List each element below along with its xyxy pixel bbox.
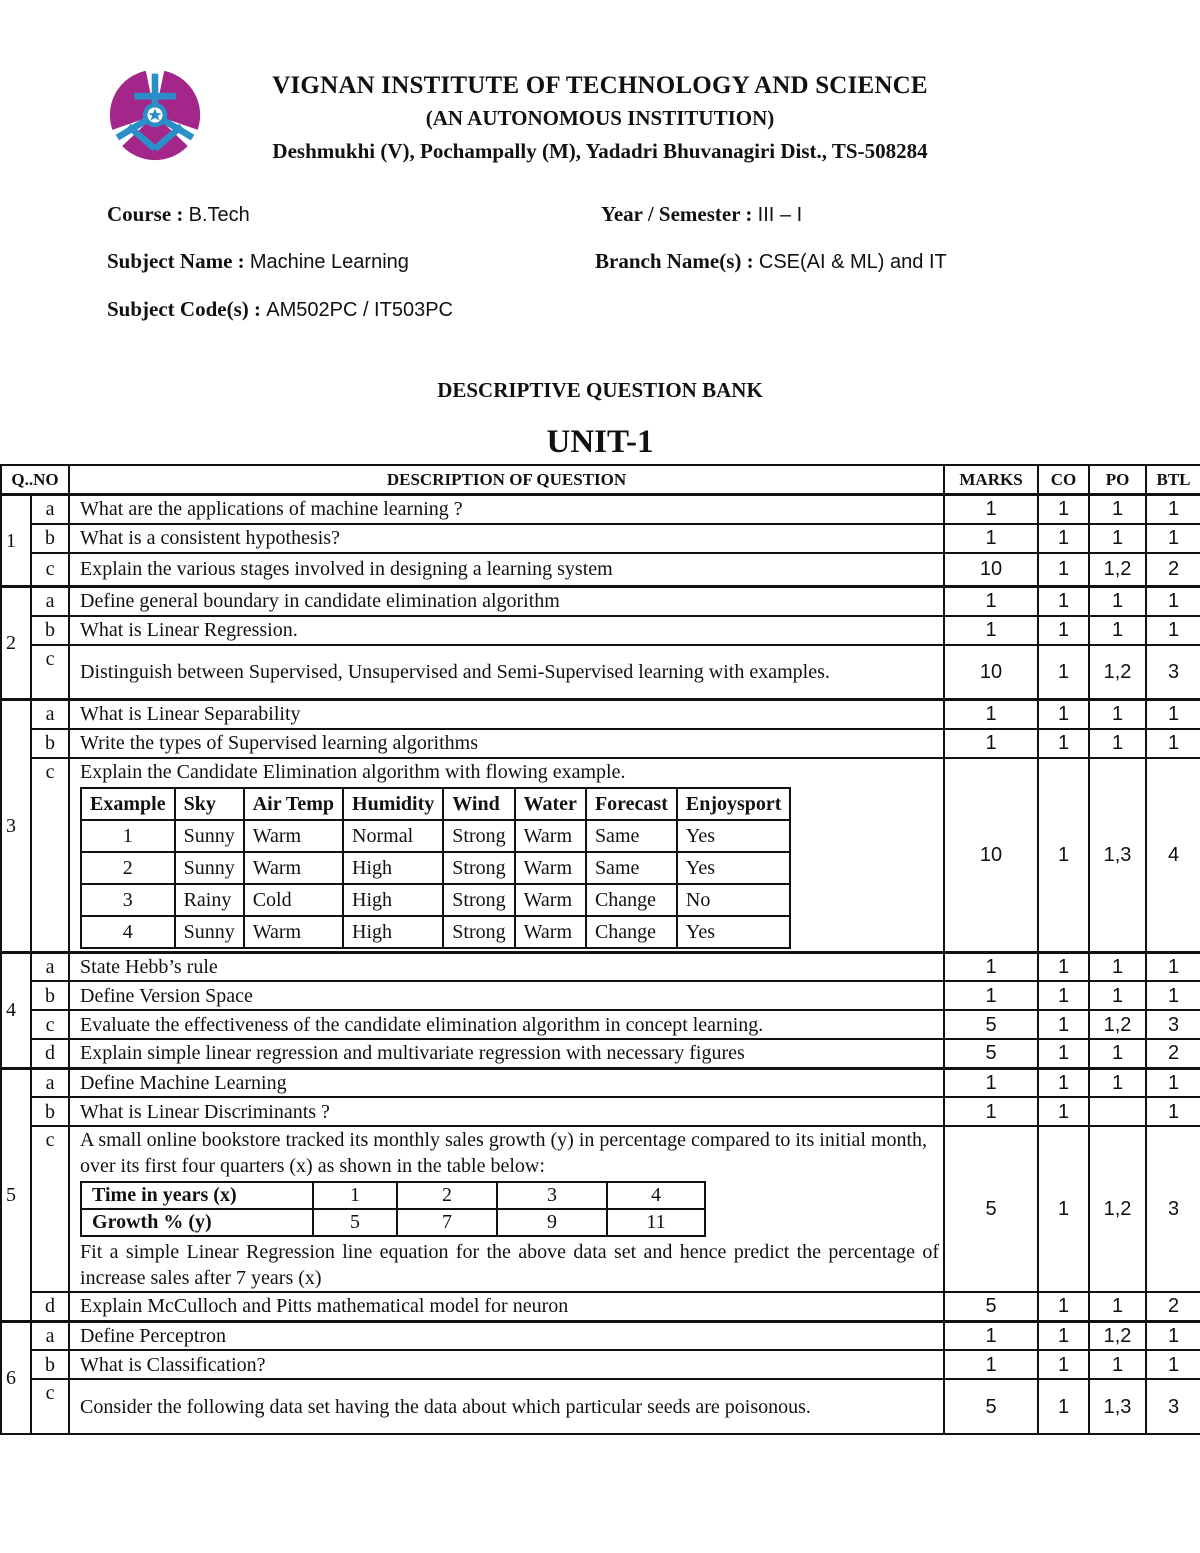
co: 1	[1038, 1010, 1089, 1039]
btl: 3	[1146, 1379, 1200, 1434]
example-header-row	[81, 788, 790, 820]
sub-label: b	[31, 1097, 69, 1126]
sub-label: a	[31, 700, 69, 729]
table-row	[1, 1068, 1200, 1097]
example-cell: Warm	[244, 916, 343, 948]
branch-label: Branch Name(s) :	[595, 249, 754, 273]
po: 1	[1089, 616, 1146, 645]
co: 1	[1038, 729, 1089, 758]
subject-field	[107, 249, 409, 274]
sub-label: c	[31, 1126, 69, 1292]
question-text: Define Machine Learning	[69, 1068, 944, 1097]
co: 1	[1038, 1068, 1089, 1097]
co: 1	[1038, 1321, 1089, 1350]
example-cell: High	[343, 916, 443, 948]
example-cell: 2	[81, 852, 175, 884]
example-header-cell: Wind	[443, 788, 514, 820]
btl: 3	[1146, 1010, 1200, 1039]
sub-label: c	[31, 553, 69, 587]
co: 1	[1038, 616, 1089, 645]
sub-label: c	[31, 645, 69, 700]
year-label: Year / Semester :	[601, 202, 753, 226]
document-title: DESCRIPTIVE QUESTION BANK	[437, 378, 763, 402]
example-cell: Yes	[677, 820, 791, 852]
question-cell	[69, 1126, 944, 1292]
header-po: PO	[1089, 465, 1146, 495]
question-bank-table	[0, 464, 1200, 1435]
po: 1,2	[1089, 1321, 1146, 1350]
marks: 1	[944, 700, 1038, 729]
marks: 10	[944, 553, 1038, 587]
code-field	[107, 297, 453, 322]
growth-row-x	[81, 1182, 705, 1209]
example-cell: Warm	[244, 852, 343, 884]
po: 1	[1089, 981, 1146, 1010]
example-cell: Warm	[515, 916, 586, 948]
question-number: 3	[1, 700, 31, 953]
btl: 1	[1146, 495, 1200, 524]
question-text: Write the types of Supervised learning algorithms	[69, 729, 944, 758]
btl: 1	[1146, 524, 1200, 553]
po: 1,2	[1089, 553, 1146, 587]
example-cell: Yes	[677, 916, 791, 948]
growth-cell: 5	[313, 1209, 397, 1236]
question-text: Explain the various stages involved in designing a learning system	[69, 553, 944, 587]
marks: 1	[944, 1321, 1038, 1350]
po: 1,2	[1089, 645, 1146, 700]
institute-header	[240, 72, 960, 164]
co: 1	[1038, 1350, 1089, 1379]
question-cell	[69, 758, 944, 953]
question-text: State Hebb’s rule	[69, 952, 944, 981]
institute-name: VIGNAN INSTITUTE OF TECHNOLOGY AND SCIENCE	[272, 72, 928, 99]
example-table	[80, 787, 791, 949]
sub-label: a	[31, 587, 69, 616]
example-header-cell: Forecast	[586, 788, 677, 820]
example-cell: Strong	[443, 916, 514, 948]
code-label: Subject Code(s) :	[107, 297, 261, 321]
question-number: 6	[1, 1321, 31, 1434]
header-marks: MARKS	[944, 465, 1038, 495]
marks: 1	[944, 616, 1038, 645]
header-co: CO	[1038, 465, 1089, 495]
example-header-cell: Humidity	[343, 788, 443, 820]
co: 1	[1038, 1379, 1089, 1434]
btl: 1	[1146, 1350, 1200, 1379]
co: 1	[1038, 1097, 1089, 1126]
table-row	[1, 495, 1200, 524]
question-text: Define Version Space	[69, 981, 944, 1010]
institute-address: Deshmukhi (V), Pochampally (M), Yadadri Bhuvanagiri Dist., TS-508284	[272, 139, 928, 163]
table-row	[1, 524, 1200, 553]
table-row	[1, 1126, 1200, 1292]
example-cell: Sunny	[175, 916, 244, 948]
sub-label: c	[31, 758, 69, 953]
po: 1,2	[1089, 1010, 1146, 1039]
branch-field	[595, 249, 947, 274]
example-cell: Change	[586, 884, 677, 916]
question-number: 4	[1, 952, 31, 1068]
marks: 1	[944, 495, 1038, 524]
sub-label: b	[31, 1350, 69, 1379]
co: 1	[1038, 700, 1089, 729]
example-cell: Rainy	[175, 884, 244, 916]
question-text: Distinguish between Supervised, Unsupervised and Semi-Supervised learning with examples.	[69, 645, 944, 700]
sub-label: a	[31, 952, 69, 981]
co: 1	[1038, 495, 1089, 524]
question-text: What is Linear Discriminants ?	[69, 1097, 944, 1126]
example-cell: Strong	[443, 820, 514, 852]
marks: 5	[944, 1126, 1038, 1292]
growth-cell: 4	[607, 1182, 705, 1209]
po: 1,3	[1089, 758, 1146, 953]
co: 1	[1038, 981, 1089, 1010]
example-row	[81, 916, 790, 948]
year-value: III – I	[757, 204, 803, 226]
table-row	[1, 553, 1200, 587]
example-row	[81, 852, 790, 884]
question-text: What are the applications of machine learning ?	[69, 495, 944, 524]
sub-label: d	[31, 1292, 69, 1321]
marks: 5	[944, 1379, 1038, 1434]
sub-label: a	[31, 1321, 69, 1350]
code-value: AM502PC / IT503PC	[266, 299, 453, 321]
btl: 1	[1146, 1097, 1200, 1126]
example-cell: Warm	[515, 852, 586, 884]
sub-label: b	[31, 616, 69, 645]
table-row	[1, 952, 1200, 981]
sub-label: c	[31, 1379, 69, 1434]
growth-cell: 1	[313, 1182, 397, 1209]
question-text: What is Classification?	[69, 1350, 944, 1379]
btl: 1	[1146, 1068, 1200, 1097]
sub-label: b	[31, 729, 69, 758]
example-header-cell: Sky	[175, 788, 244, 820]
co: 1	[1038, 645, 1089, 700]
po: 1	[1089, 952, 1146, 981]
question-text: What is Linear Separability	[69, 700, 944, 729]
growth-cell: 3	[497, 1182, 607, 1209]
growth-cell: Time in years (x)	[81, 1182, 313, 1209]
co: 1	[1038, 587, 1089, 616]
growth-cell: 9	[497, 1209, 607, 1236]
sub-label: b	[31, 981, 69, 1010]
course-label: Course :	[107, 202, 184, 226]
example-cell: Cold	[244, 884, 343, 916]
growth-cell: 2	[397, 1182, 497, 1209]
table-row	[1, 700, 1200, 729]
growth-row-y	[81, 1209, 705, 1236]
po	[1089, 1097, 1146, 1126]
example-cell: No	[677, 884, 791, 916]
po: 1,2	[1089, 1126, 1146, 1292]
po: 1	[1089, 495, 1146, 524]
table-row	[1, 758, 1200, 953]
table-row	[1, 1039, 1200, 1068]
question-text: Define general boundary in candidate elimination algorithm	[69, 587, 944, 616]
table-header-row	[1, 465, 1200, 495]
example-cell: Change	[586, 916, 677, 948]
example-cell: Sunny	[175, 852, 244, 884]
marks: 10	[944, 645, 1038, 700]
example-header-cell: Enjoysport	[677, 788, 791, 820]
marks: 1	[944, 1068, 1038, 1097]
example-cell: Yes	[677, 852, 791, 884]
btl: 1	[1146, 587, 1200, 616]
po: 1	[1089, 1068, 1146, 1097]
co: 1	[1038, 952, 1089, 981]
table-row	[1, 1321, 1200, 1350]
header-qno: Q..NO	[1, 465, 69, 495]
question-number: 2	[1, 587, 31, 700]
question-text: Evaluate the effectiveness of the candidate elimination algorithm in concept learning.	[69, 1010, 944, 1039]
btl: 3	[1146, 645, 1200, 700]
example-cell: High	[343, 852, 443, 884]
btl: 1	[1146, 700, 1200, 729]
question-text: Consider the following data set having the data about which particular seeds are poisonous.	[69, 1379, 944, 1434]
po: 1	[1089, 1292, 1146, 1321]
institute-autonomous: (AN AUTONOMOUS INSTITUTION)	[425, 106, 775, 130]
institute-logo	[108, 68, 202, 162]
subject-value: Machine Learning	[249, 251, 409, 273]
marks: 10	[944, 758, 1038, 953]
po: 1	[1089, 700, 1146, 729]
course-field	[107, 202, 250, 227]
example-cell: 3	[81, 884, 175, 916]
btl: 2	[1146, 553, 1200, 587]
example-row	[81, 884, 790, 916]
table-row	[1, 729, 1200, 758]
btl: 1	[1146, 616, 1200, 645]
sub-label: a	[31, 1068, 69, 1097]
po: 1	[1089, 587, 1146, 616]
question-text: What is a consistent hypothesis?	[69, 524, 944, 553]
po: 1	[1089, 1039, 1146, 1068]
example-cell: Normal	[343, 820, 443, 852]
example-cell: 1	[81, 820, 175, 852]
table-row	[1, 981, 1200, 1010]
example-header-cell: Example	[81, 788, 175, 820]
marks: 1	[944, 587, 1038, 616]
btl: 2	[1146, 1292, 1200, 1321]
po: 1,3	[1089, 1379, 1146, 1434]
question-text: Define Perceptron	[69, 1321, 944, 1350]
table-row	[1, 587, 1200, 616]
po: 1	[1089, 524, 1146, 553]
question-text: A small online bookstore tracked its monthly sales growth (y) in percentage compared to its initial month, over its first four quarters (x) as shown in the table below:	[80, 1129, 928, 1177]
example-cell: Strong	[443, 852, 514, 884]
example-cell: 4	[81, 916, 175, 948]
year-field	[601, 202, 802, 227]
question-text: Explain simple linear regression and multivariate regression with necessary figures	[69, 1039, 944, 1068]
co: 1	[1038, 553, 1089, 587]
unit-title: UNIT-1	[546, 424, 654, 460]
sub-label: d	[31, 1039, 69, 1068]
example-cell: Warm	[244, 820, 343, 852]
question-text: Explain McCulloch and Pitts mathematical model for neuron	[69, 1292, 944, 1321]
example-cell: Strong	[443, 884, 514, 916]
marks: 1	[944, 1097, 1038, 1126]
marks: 1	[944, 729, 1038, 758]
sub-label: c	[31, 1010, 69, 1039]
table-row	[1, 1097, 1200, 1126]
marks: 1	[944, 524, 1038, 553]
marks: 5	[944, 1039, 1038, 1068]
table-row	[1, 645, 1200, 700]
po: 1	[1089, 729, 1146, 758]
question-number: 1	[1, 495, 31, 587]
btl: 1	[1146, 1321, 1200, 1350]
question-number: 5	[1, 1068, 31, 1321]
marks: 1	[944, 1350, 1038, 1379]
example-header-cell: Water	[515, 788, 586, 820]
header-btl: BTL	[1146, 465, 1200, 495]
branch-value: CSE(AI & ML) and IT	[758, 251, 947, 273]
table-row	[1, 1292, 1200, 1321]
marks: 5	[944, 1292, 1038, 1321]
example-cell: Sunny	[175, 820, 244, 852]
co: 1	[1038, 1126, 1089, 1292]
btl: 1	[1146, 952, 1200, 981]
example-row	[81, 820, 790, 852]
table-row	[1, 1350, 1200, 1379]
growth-cell: Growth % (y)	[81, 1209, 313, 1236]
sub-label: b	[31, 524, 69, 553]
table-row	[1, 1379, 1200, 1434]
co: 1	[1038, 524, 1089, 553]
header-desc: DESCRIPTION OF QUESTION	[69, 465, 944, 495]
example-header-cell: Air Temp	[244, 788, 343, 820]
example-cell: High	[343, 884, 443, 916]
subject-label: Subject Name :	[107, 249, 245, 273]
question-text: Explain the Candidate Elimination algorithm with flowing example.	[80, 760, 626, 783]
btl: 1	[1146, 981, 1200, 1010]
growth-cell: 11	[607, 1209, 705, 1236]
sub-label: a	[31, 495, 69, 524]
example-cell: Warm	[515, 820, 586, 852]
question-text: What is Linear Regression.	[69, 616, 944, 645]
growth-table	[80, 1181, 706, 1237]
course-value: B.Tech	[188, 204, 250, 226]
po: 1	[1089, 1350, 1146, 1379]
btl: 4	[1146, 758, 1200, 953]
table-row	[1, 1010, 1200, 1039]
marks: 1	[944, 952, 1038, 981]
btl: 2	[1146, 1039, 1200, 1068]
example-cell: Same	[586, 820, 677, 852]
marks: 1	[944, 981, 1038, 1010]
question-text-continued: Fit a simple Linear Regression line equation for the above data set and hence predict the percentage of increase sales after 7 years (x)	[80, 1241, 940, 1289]
co: 1	[1038, 758, 1089, 953]
btl: 1	[1146, 729, 1200, 758]
marks: 5	[944, 1010, 1038, 1039]
co: 1	[1038, 1039, 1089, 1068]
btl: 3	[1146, 1126, 1200, 1292]
example-cell: Warm	[515, 884, 586, 916]
table-row	[1, 616, 1200, 645]
example-cell: Same	[586, 852, 677, 884]
co: 1	[1038, 1292, 1089, 1321]
growth-cell: 7	[397, 1209, 497, 1236]
